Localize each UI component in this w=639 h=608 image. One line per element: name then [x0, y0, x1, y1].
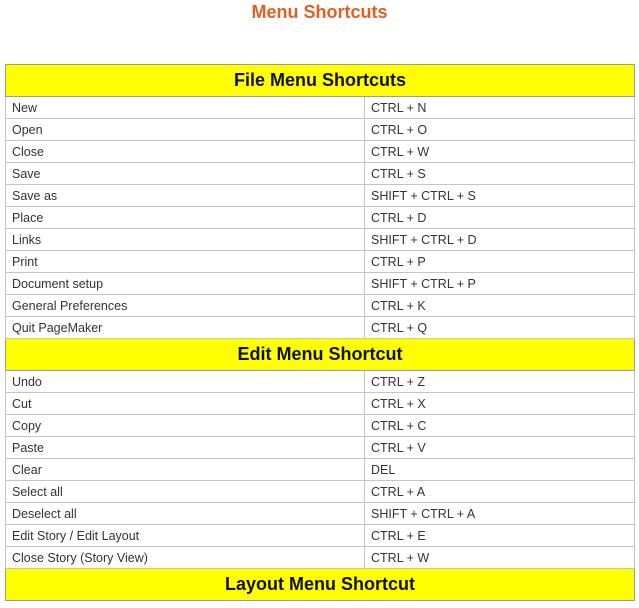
action-cell: Open [6, 119, 365, 141]
shortcuts-table-body [6, 65, 635, 601]
action-cell: Close [6, 141, 365, 163]
action-cell: Cut [6, 393, 365, 415]
shortcut-cell: CTRL + S [365, 163, 635, 185]
table-row [6, 97, 635, 119]
shortcut-cell: CTRL + X [365, 393, 635, 415]
table-row [6, 317, 635, 339]
shortcut-cell: CTRL + W [365, 547, 635, 569]
table-row [6, 185, 635, 207]
shortcut-cell: CTRL + E [365, 525, 635, 547]
table-row [6, 393, 635, 415]
action-cell: Paste [6, 437, 365, 459]
shortcut-cell: CTRL + N [365, 97, 635, 119]
shortcut-cell: SHIFT + CTRL + D [365, 229, 635, 251]
table-row [6, 481, 635, 503]
shortcut-cell: CTRL + C [365, 415, 635, 437]
table-row [6, 459, 635, 481]
shortcut-cell: CTRL + Z [365, 371, 635, 393]
shortcut-cell: CTRL + D [365, 207, 635, 229]
action-cell: Links [6, 229, 365, 251]
action-cell: Place [6, 207, 365, 229]
table-row [6, 295, 635, 317]
action-cell: Copy [6, 415, 365, 437]
shortcut-cell: DEL [365, 459, 635, 481]
shortcut-cell: CTRL + O [365, 119, 635, 141]
shortcuts-table [5, 64, 635, 601]
action-cell: Print [6, 251, 365, 273]
section-header-row [6, 65, 635, 97]
table-row [6, 525, 635, 547]
table-row [6, 415, 635, 437]
action-cell: Deselect all [6, 503, 365, 525]
action-cell: Save [6, 163, 365, 185]
table-row [6, 163, 635, 185]
table-row [6, 503, 635, 525]
shortcut-cell: CTRL + W [365, 141, 635, 163]
action-cell: Close Story (Story View) [6, 547, 365, 569]
shortcut-cell: CTRL + V [365, 437, 635, 459]
shortcut-cell: CTRL + K [365, 295, 635, 317]
action-cell: Select all [6, 481, 365, 503]
section-title: File Menu Shortcuts [6, 65, 635, 97]
table-row [6, 207, 635, 229]
table-row [6, 119, 635, 141]
shortcut-cell: SHIFT + CTRL + P [365, 273, 635, 295]
action-cell: Undo [6, 371, 365, 393]
shortcut-cell: SHIFT + CTRL + S [365, 185, 635, 207]
shortcut-cell: CTRL + A [365, 481, 635, 503]
table-row [6, 141, 635, 163]
shortcut-cell: CTRL + P [365, 251, 635, 273]
section-title: Edit Menu Shortcut [6, 339, 635, 371]
action-cell: New [6, 97, 365, 119]
section-header-row [6, 569, 635, 601]
section-title: Layout Menu Shortcut [6, 569, 635, 601]
shortcut-cell: SHIFT + CTRL + A [365, 503, 635, 525]
table-row [6, 371, 635, 393]
action-cell: Clear [6, 459, 365, 481]
page-title: Menu Shortcuts [251, 2, 388, 22]
shortcut-cell: CTRL + Q [365, 317, 635, 339]
table-row [6, 273, 635, 295]
action-cell: General Preferences [6, 295, 365, 317]
section-header-row [6, 339, 635, 371]
action-cell: Save as [6, 185, 365, 207]
action-cell: Quit PageMaker [6, 317, 365, 339]
table-row [6, 547, 635, 569]
action-cell: Document setup [6, 273, 365, 295]
table-row [6, 251, 635, 273]
table-row [6, 229, 635, 251]
table-row [6, 437, 635, 459]
action-cell: Edit Story / Edit Layout [6, 525, 365, 547]
